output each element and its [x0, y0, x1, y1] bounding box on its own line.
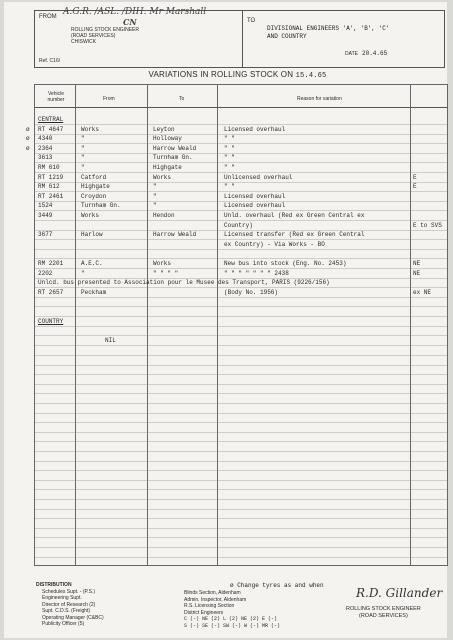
- to-cell: Works: [153, 173, 172, 181]
- to-cell: Harrow Weald: [153, 144, 197, 152]
- header-rule: [35, 107, 447, 108]
- reason-cell: New bus into stock (Eng. No. 2453): [224, 260, 347, 267]
- from-cell: Works: [81, 212, 100, 219]
- empty-row-rule: [35, 441, 447, 442]
- table-row: [35, 230, 447, 239]
- reason-cell: Country): [224, 221, 253, 229]
- empty-row-rule: [35, 547, 447, 548]
- distribution-item: Publicity Officer (5): [42, 621, 85, 627]
- row-mark: ø: [26, 135, 30, 143]
- title-text: VARIATIONS IN ROLLING STOCK ON: [148, 70, 294, 79]
- class-cell: E to SVS: [413, 221, 442, 229]
- from-cell: ": [81, 144, 85, 152]
- table-row: [35, 201, 447, 210]
- table-row: [35, 269, 447, 278]
- reason-cell: Licensed overhaul: [224, 125, 286, 133]
- reason-cell: " ": [224, 154, 235, 162]
- table-row: [35, 326, 447, 335]
- from-org-line-3: CHISWICK: [71, 39, 96, 45]
- table-row: [35, 278, 447, 287]
- from-cell: ": [81, 154, 85, 162]
- reason-cell: " ": [224, 164, 235, 171]
- distribution-title: DISTRIBUTION: [36, 582, 72, 588]
- empty-row-rule: [35, 470, 447, 471]
- class-cell: NE: [413, 260, 421, 267]
- empty-row-rule: [35, 403, 447, 404]
- header-box: [34, 7, 445, 68]
- reason-cell: Unlicensed overhaul: [224, 173, 293, 181]
- empty-row-rule: [35, 537, 447, 538]
- vehicle-cell: RM 610: [38, 164, 60, 171]
- empty-row-rule: [35, 413, 447, 414]
- table-row: [26, 144, 447, 153]
- to-cell: ": [153, 183, 157, 191]
- empty-row-rule: [35, 451, 447, 452]
- reason-cell: " ": [224, 144, 235, 152]
- distribution-item: Blinds Section, Aldenham: [184, 590, 241, 596]
- distribution-list: [36, 582, 104, 628]
- distribution-item: Schedules Supt. - (P.S.): [42, 588, 95, 595]
- vehicle-cell: 1524: [38, 202, 53, 210]
- to-cell: Turnham Gn.: [153, 154, 193, 162]
- empty-row-rule: [35, 432, 447, 433]
- vehicle-cell: RT 1219: [38, 173, 64, 181]
- table-row: [35, 173, 447, 182]
- table-row: [35, 211, 447, 220]
- to-line-1: DIVISIONAL ENGINEERS 'A', 'B', 'C': [267, 25, 390, 32]
- vehicle-cell: RT 4647: [38, 125, 64, 133]
- from-cell: Works: [81, 125, 100, 133]
- title-date: 15.4.65: [295, 72, 327, 80]
- footnote: ø Change tyres as and when: [230, 582, 324, 589]
- empty-row-rule: [35, 393, 447, 394]
- col-from-header: From: [103, 96, 115, 102]
- vehicle-cell: 4340: [38, 135, 53, 143]
- to-cell: " " " ": [153, 269, 179, 277]
- distribution-item: C (-) NE (2) L (2) NE (2) E (-): [184, 616, 278, 622]
- date-label: DATE: [345, 51, 358, 57]
- distribution-item: R.S. Licensing Section: [184, 603, 235, 609]
- to-label: TO: [247, 18, 256, 24]
- empty-row-rule: [35, 489, 447, 490]
- reason-cell: (Body No. 1956): [224, 288, 279, 296]
- reason-cell: Licensed overhaul: [224, 192, 286, 200]
- empty-row-rule: [35, 480, 447, 481]
- to-cell: Leyton: [153, 125, 175, 133]
- table-row: [35, 192, 447, 201]
- table-row: [35, 259, 447, 268]
- empty-row-rule: [35, 557, 447, 558]
- vehicle-cell: 3677: [38, 231, 53, 239]
- distribution-item: S (-) SE (-) SW (-) W (-) MR (-): [184, 622, 281, 629]
- vehicle-cell: 3613: [38, 154, 53, 162]
- reason-cell: " ": [224, 135, 235, 143]
- variations-table: [26, 84, 448, 566]
- from-cell: A.E.C.: [81, 260, 103, 267]
- to-cell: Hendon: [153, 212, 175, 219]
- vehicle-cell: RM 2201: [38, 260, 64, 267]
- date-value: 20.4.65: [362, 50, 388, 57]
- to-cell: ": [153, 192, 157, 200]
- class-cell: E: [413, 183, 417, 191]
- table-row: [35, 317, 447, 326]
- table-row: [35, 153, 447, 162]
- empty-row-rule: [35, 384, 447, 385]
- table-row: [35, 163, 447, 172]
- col-vehicle-header-2: number: [47, 97, 65, 103]
- table-row: [35, 336, 447, 345]
- row-rule: [35, 345, 447, 346]
- reason-cell: Licensed overhaul: [224, 202, 286, 210]
- handwritten-cn: CN: [123, 17, 137, 27]
- to-cell: Harrow Weald: [153, 231, 197, 239]
- engineer-line-1: ROLLING STOCK ENGINEER: [346, 606, 421, 612]
- reason-cell: Licensed transfer (Red ex Green Central: [224, 231, 365, 239]
- to-cell: Works: [153, 260, 172, 267]
- distribution-item: Engineering Supt.: [42, 595, 82, 601]
- table-row: [26, 125, 447, 134]
- engineer-line-2: (ROAD SERVICES): [358, 613, 408, 619]
- empty-row-rule: [35, 374, 447, 375]
- empty-row-rule: [35, 461, 447, 462]
- engineer-block: [346, 606, 421, 620]
- vehicle-cell: 3449: [38, 212, 53, 219]
- from-cell: Highgate: [81, 183, 110, 191]
- vehicle-cell: Unlcd. bus presented to Association pour le Musee des Transport, PARIS (9226/156): [38, 279, 330, 287]
- table-row: [35, 115, 447, 124]
- reason-cell: " " " " " " " 2438: [224, 269, 289, 277]
- reason-cell: " ": [224, 183, 235, 191]
- vehicle-cell: CENTRAL: [38, 116, 64, 123]
- empty-row-rule: [35, 355, 447, 356]
- to-cell: Holloway: [153, 135, 182, 143]
- to-cell: Highgate: [153, 164, 182, 171]
- to-cell: ": [153, 202, 157, 210]
- table-row: [35, 240, 447, 249]
- from-cell: NIL: [105, 336, 116, 344]
- vehicle-cell: COUNTRY: [38, 317, 64, 325]
- from-cell: ": [81, 164, 85, 171]
- vehicle-cell: RT 2657: [38, 288, 64, 296]
- from-cell: Turnham Gn.: [81, 202, 121, 210]
- from-label: FROM: [39, 14, 57, 20]
- table-row: [35, 182, 447, 191]
- vehicle-cell: 2202: [38, 269, 53, 277]
- table-row: [26, 134, 447, 143]
- table-row: [35, 249, 447, 258]
- from-cell: Catford: [81, 173, 107, 181]
- distribution-item: District Engineers: [184, 609, 224, 616]
- empty-row-rule: [35, 518, 447, 519]
- handwritten-from: A.G.R. /ASL. /DIH. Mr Marshall: [63, 7, 207, 17]
- to-line-2: AND COUNTRY: [267, 33, 307, 40]
- distribution-item: Admin. Inspector, Aldenham: [184, 596, 247, 603]
- distribution-list-2: [184, 590, 280, 629]
- col-reason-header: Reason for variation: [297, 96, 342, 102]
- table-row: [35, 288, 447, 297]
- memo-sheet: [4, 2, 447, 638]
- col-vehicle-header-1: Vehicle: [47, 91, 65, 97]
- class-cell: E: [413, 173, 417, 181]
- table-row: [35, 307, 447, 316]
- distribution-item: Director of Research (2): [42, 601, 96, 608]
- reason-cell: Unld. overhaul (Red ex Green Central ex: [224, 212, 365, 219]
- header-divider: [242, 11, 243, 67]
- empty-row-rule: [35, 499, 447, 500]
- from-cell: Peckham: [81, 288, 107, 296]
- table-row: [35, 221, 447, 230]
- page-title: [32, 70, 443, 80]
- class-cell: NE: [413, 269, 421, 277]
- col-to-header: To: [179, 96, 185, 102]
- distribution-item: Operating Manager (C&BC): [42, 614, 104, 621]
- col-vehicle-header: [41, 91, 71, 103]
- empty-row-rule: [35, 509, 447, 510]
- from-cell: ": [81, 135, 85, 143]
- class-cell: ex NE: [413, 288, 432, 296]
- signature: R.D. Gillander: [356, 586, 443, 600]
- distribution-item: Supt. C.D.S. (Freight): [42, 608, 91, 614]
- table-row: [35, 297, 447, 306]
- empty-row-rule: [35, 422, 447, 423]
- vehicle-cell: 2364: [38, 144, 53, 152]
- from-cell: ": [81, 269, 85, 277]
- from-cell: Croydon: [81, 192, 107, 200]
- from-cell: Harlow: [81, 231, 103, 239]
- ref-label: Ref. C16/: [39, 58, 61, 64]
- empty-row-rule: [35, 528, 447, 529]
- row-mark: ø: [26, 125, 30, 133]
- from-org-line-2: (ROAD SERVICES): [71, 33, 116, 39]
- row-mark: ø: [26, 144, 30, 152]
- vehicle-cell: RM 612: [38, 183, 60, 191]
- empty-row-rule: [35, 365, 447, 366]
- from-org-line-1: ROLLING STOCK ENGINEER: [71, 27, 139, 33]
- vehicle-cell: RT 2461: [38, 192, 64, 200]
- reason-cell: ex Country) - Via Works - BO: [224, 240, 325, 248]
